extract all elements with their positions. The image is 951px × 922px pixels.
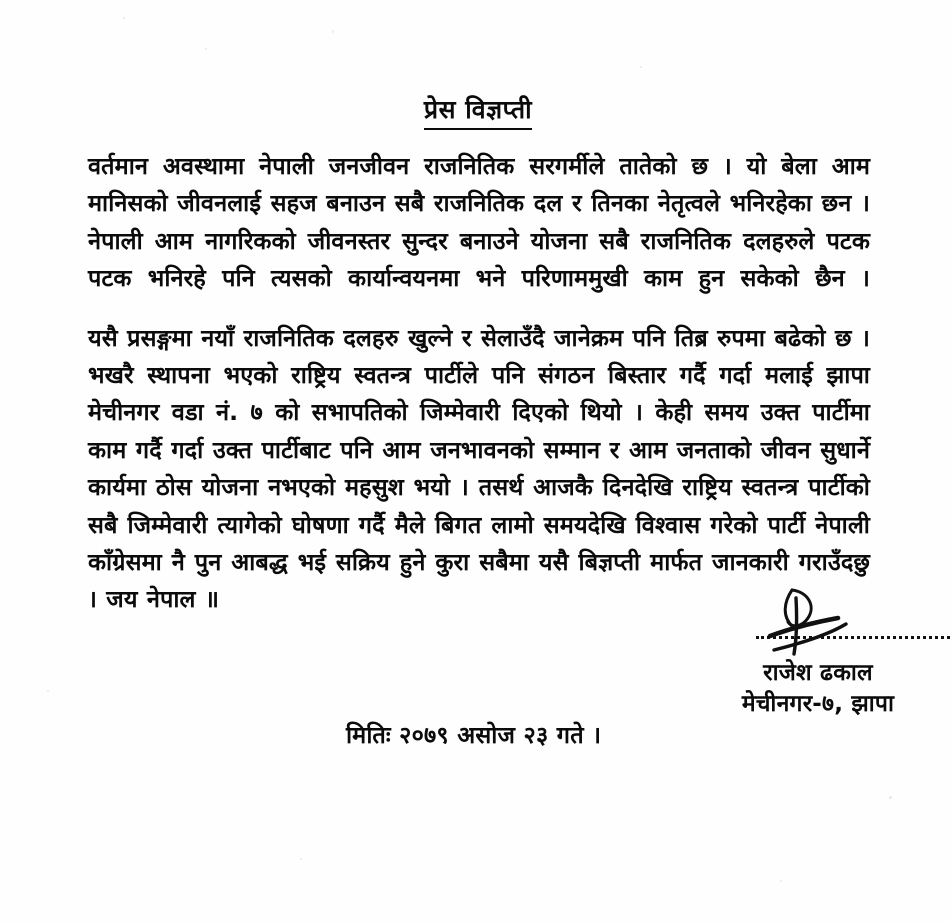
scan-speck: [332, 30, 334, 33]
date-line: मितिः २०७९ असोज २३ गते ।: [346, 721, 602, 749]
paragraph-1: वर्तमान अवस्थामा नेपाली जनजीवन राजनितिक सरगर्मीले तातेको छ । यो बेला आम मानिसको जीवनलाई सहज बनाउन सबै राजनितिक दल र तिनका नेतृत्वले भनिरहेका छन । नेपाली आम नागरिकको जीवनस्तर सुन्दर बनाउने योजना सबै राजनितिक दलहरुले पटक पटक भनिरहे पनि त्यसको कार्यान्वयनमा भने परिणाममुखी काम हुन सकेको छैन ।: [88, 152, 870, 293]
signatory-address: मेचीनगर-७, झापा: [741, 691, 895, 717]
scan-speck: [889, 796, 892, 799]
signature-area: [668, 592, 951, 644]
signatory-name: राजेश ढकाल: [763, 660, 873, 686]
scan-speck: [205, 48, 207, 50]
paragraph-2: यसै प्रसङ्गमा नयाँ राजनितिक दलहरु खुल्ने र सेलाउँदै जानेक्रम पनि तिब्र रुपमा बढेको छ । भखरै स्थापना भएको राष्ट्रिय स्वतन्त्र पार्टीले पनि संगठन बिस्तार गर्दै गर्दा मलाई झापा मेचीनगर वडा नं. ७ को सभापतिको जिम्मेवारी दिएको थियो । केही समय उक्त पार्टीमा काम गर्दै गर्दा उक्त पार्टीबाट पनि आम जनभावनको सम्मान र आम जनताको जीवन सुधार्ने कार्यमा ठोस योजना नभएको महसुश भयो । तसर्थ आजकै दिनदेखि राष्ट्रिय स्वतन्त्र पार्टीको सबै जिम्मेवारी त्यागेको घोषणा गर्दै मैले बिगत लामो समयदेखि विश्वास गरेको पार्टी नेपाली काँग्रेसमा नै पुन आबद्ध भई सक्रिय हुने कुरा सबैमा यसै बिज्ञप्ती मार्फत जानकारी गराउँदछु । जय नेपाल ॥: [88, 323, 870, 614]
signature-rule: [756, 636, 951, 639]
scan-speck: [47, 690, 49, 692]
handwritten-signature-icon: [730, 588, 890, 658]
scan-speck: [780, 880, 782, 882]
scan-speck: [123, 17, 125, 19]
scan-speck: [640, 66, 642, 68]
title-container: [88, 96, 868, 130]
scan-speck: [300, 858, 302, 860]
document-title: प्रेस विज्ञप्ती: [424, 96, 532, 130]
body-text: [88, 148, 870, 619]
signature-block: [668, 592, 951, 720]
